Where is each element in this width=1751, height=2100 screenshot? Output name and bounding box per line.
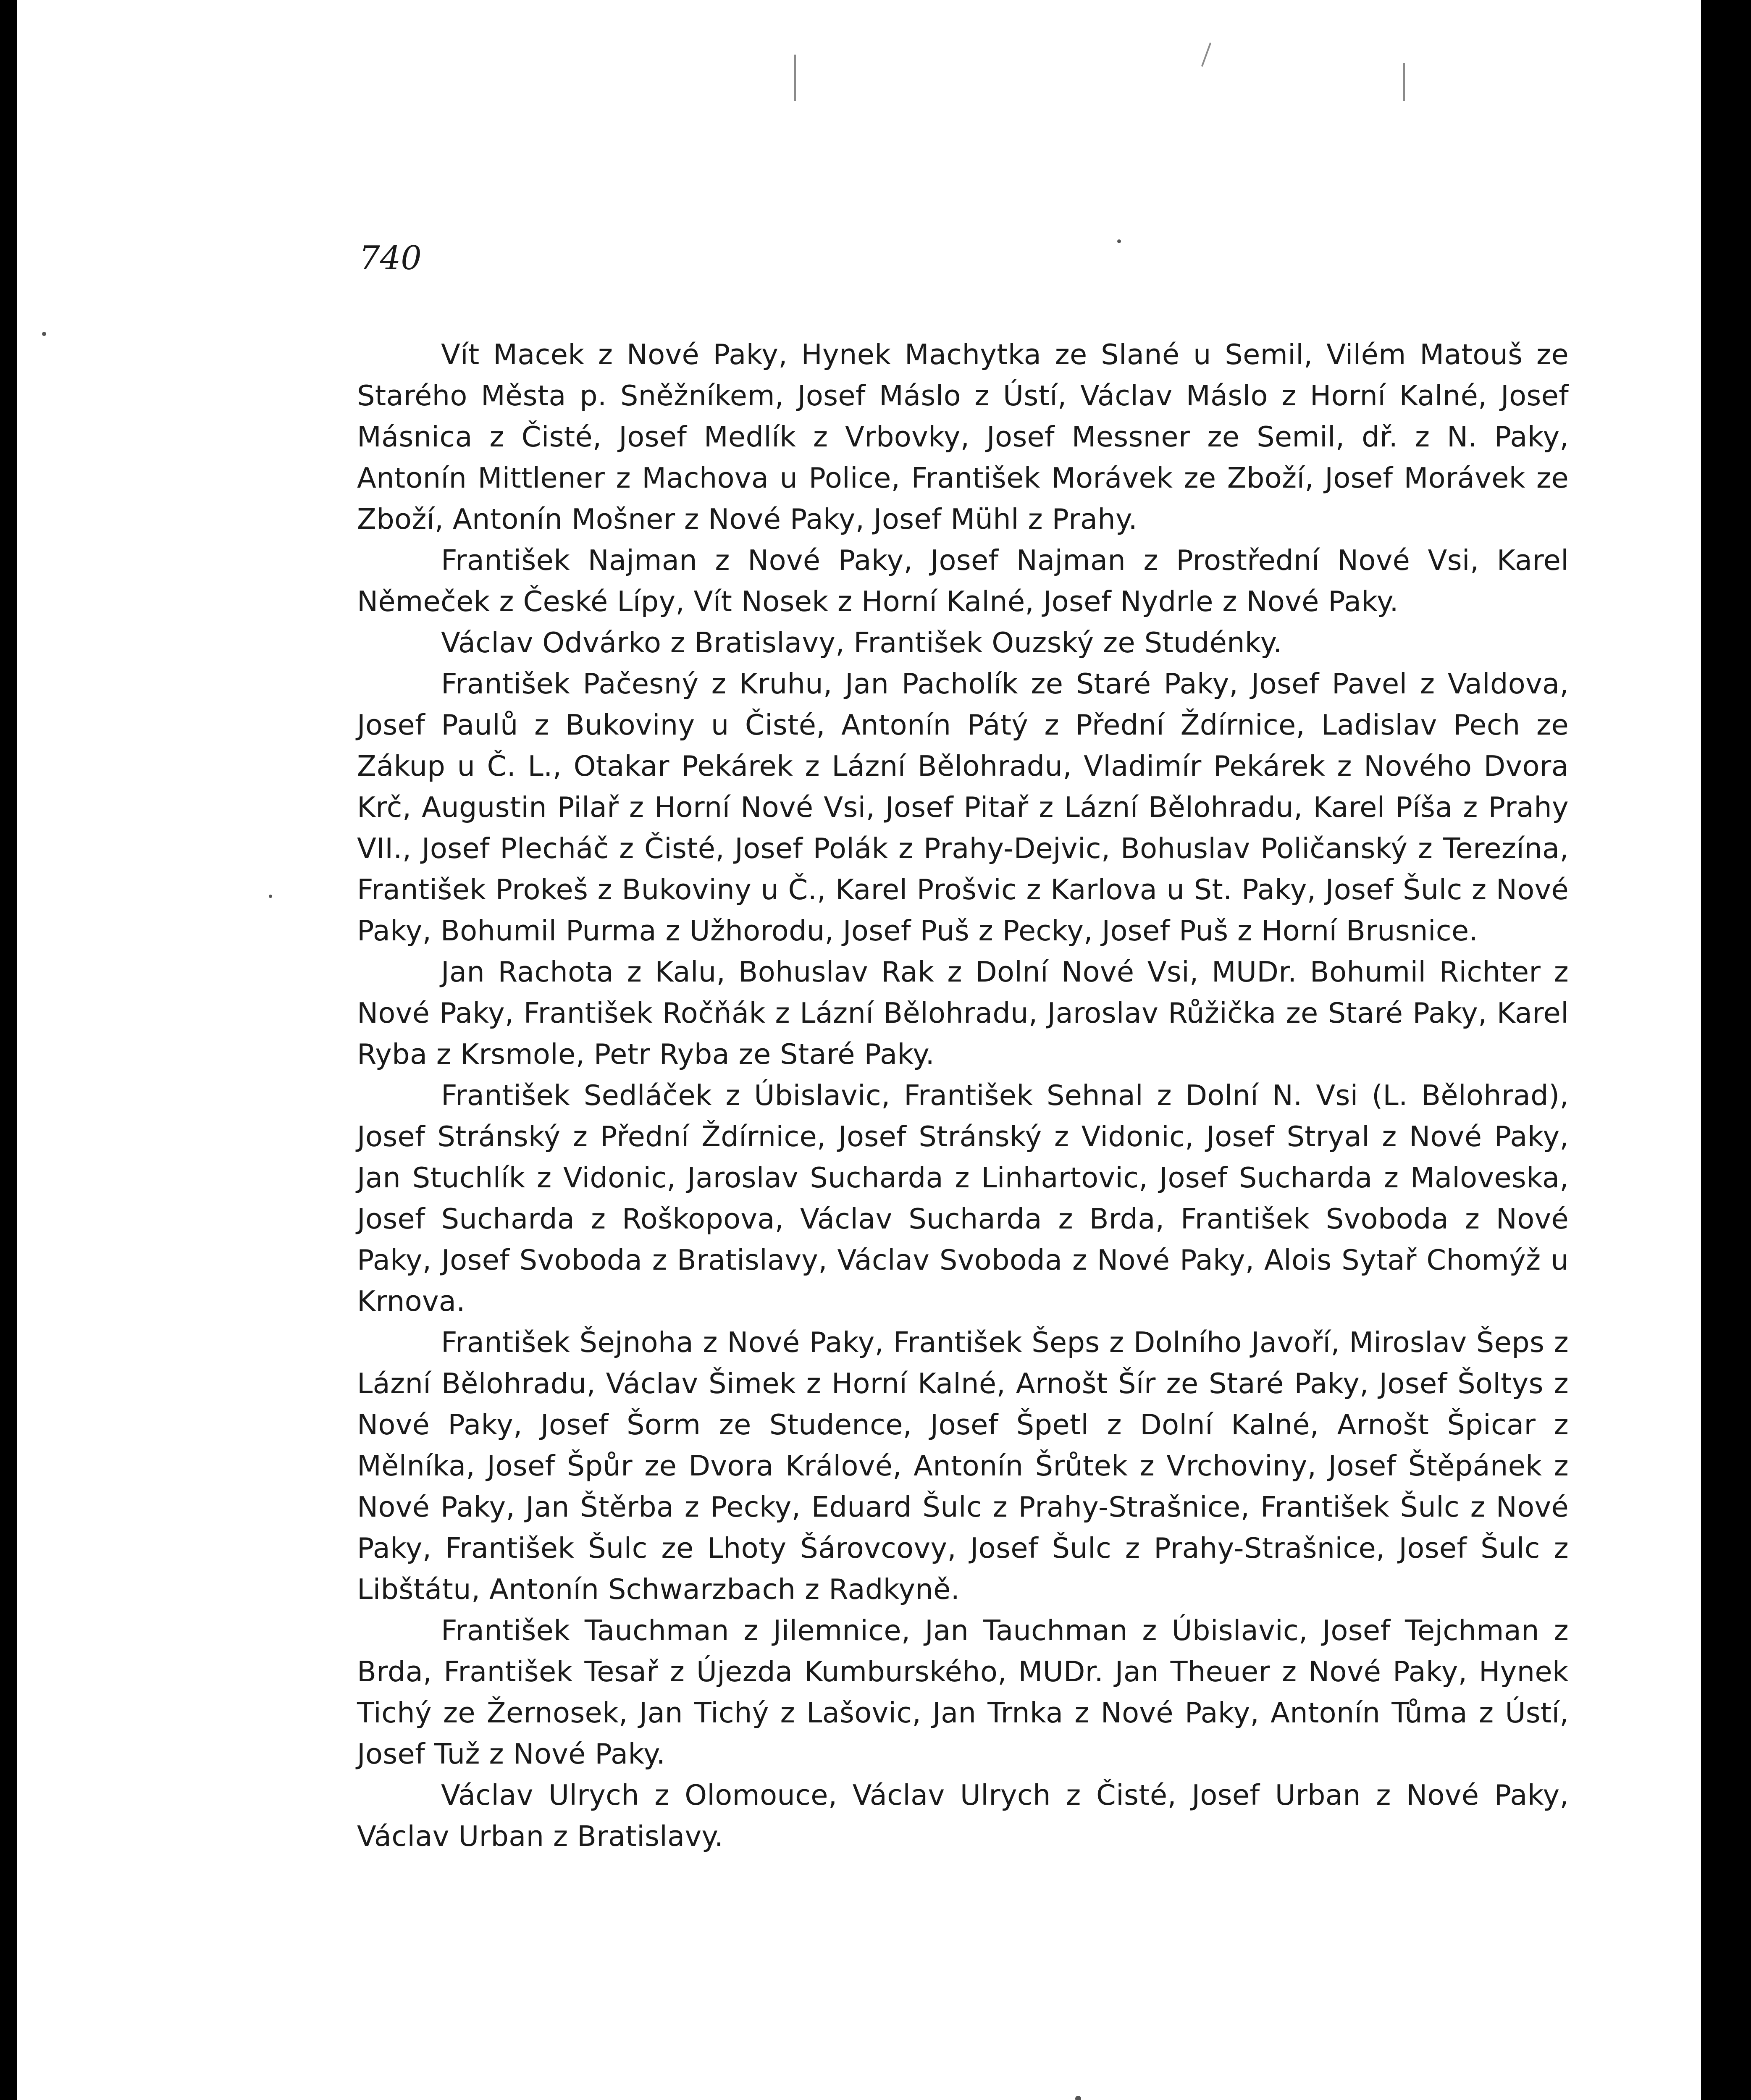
page-number: 740 [359,239,422,277]
name-list-text [357,334,1569,1857]
paragraph-o: Václav Odvárko z Bratislavy, František Ouzský ze Studénky. [441,626,1282,659]
scan-scratch [1403,63,1405,101]
paragraph-u: Václav Ulrych z Olomouce, Václav Ulrych z Čisté, Josef Urban z Nové Paky, Václav Urban z Bratislavy. [357,1779,1569,1853]
paragraph-t: František Tauchman z Jilemnice, Jan Tauchman z Úbislavic, Josef Tejchman z Brda, František Tesař z Újezda Kumburského, MUDr. Jan Theuer z Nové Paky, Hynek Tichý ze Žernosek, Jan Tichý z Lašovic, Jan Trnka z Nové Paky, Antonín Tůma z Ústí, Josef Tuž z Nové Paky. [357,1614,1569,1770]
paragraph-m: Vít Macek z Nové Paky, Hynek Machytka ze Slané u Semil, Vilém Matouš ze Starého Města p. Sněžníkem, Josef Máslo z Ústí, Václav Máslo z Horní Kalné, Josef Másnica z Čisté, Josef Medlík z Vrbovky, Josef Messner ze Semil, dř. z N. Paky, Antonín Mittlener z Machova u Police, František Morávek ze Zboží, Josef Morávek ze Zboží, Antonín Mošner z Nové Paky, Josef Mühl z Prahy. [357,338,1569,536]
paragraph-p: František Pačesný z Kruhu, Jan Pacholík ze Staré Paky, Josef Pavel z Valdova, Josef Paulů z Bukoviny u Čisté, Antonín Pátý z Přední Ždírnice, Ladislav Pech ze Zákup u Č. L., Otakar Pekárek z Lázní Bělohradu, Vladimír Pekárek z Nového Dvora Krč, Augustin Pilař z Horní Nové Vsi, Josef Pitař z Lázní Bělohradu, Karel Píša z Prahy VII., Josef Plecháč z Čisté, Josef Polák z Prahy-Dejvic, Bohuslav Poličanský z Terezína, František Prokeš z Bukoviny u Č., Karel Prošvic z Karlova u St. Paky, Josef Šulc z Nové Paky, Bohumil Purma z Užhorodu, Josef Puš z Pecky, Josef Puš z Horní Brusnice. [357,667,1569,947]
paragraph-sh: František Šejnoha z Nové Paky, František Šeps z Dolního Javoří, Miroslav Šeps z Lázní Bělohradu, Václav Šimek z Horní Kalné, Arnošt Šír ze Staré Paky, Josef Šoltys z Nové Paky, Josef Šorm ze Studence, Josef Špetl z Dolní Kalné, Arnošt Špicar z Mělníka, Josef Špůr ze Dvora Králové, Antonín Šrůtek z Vrchoviny, Josef Štěpánek z Nové Paky, Jan Štěrba z Pecky, Eduard Šulc z Prahy-Strašnice, František Šulc z Nové Paky, František Šulc ze Lhoty Šárovcovy, Josef Šulc z Prahy-Strašnice, Josef Šulc z Libštátu, Antonín Schwarzbach z Radkyně. [357,1326,1569,1606]
paragraph-r: Jan Rachota z Kalu, Bohuslav Rak z Dolní Nové Vsi, MUDr. Bohumil Richter z Nové Paky, František Ročňák z Lázní Bělohradu, Jaroslav Růžička ze Staré Paky, Karel Ryba z Krsmole, Petr Ryba ze Staré Paky. [357,956,1569,1071]
scan-scratch [1201,42,1211,67]
scan-speck [269,895,272,898]
paragraph-s: František Sedláček z Úbislavic, František Sehnal z Dolní N. Vsi (L. Bělohrad), Josef Stránský z Přední Ždírnice, Josef Stránský z Vidonic, Josef Stryal z Nové Paky, Jan Stuchlík z Vidonic, Jaroslav Sucharda z Linhartovic, Josef Sucharda z Maloveska, Josef Sucharda z Roškopova, Václav Sucharda z Brda, František Svoboda z Nové Paky, Josef Svoboda z Bratislavy, Václav Svoboda z Nové Paky, Alois Sytař Chomýž u Krnova. [357,1079,1569,1318]
book-page [17,0,1701,2100]
scan-scratch [794,55,796,101]
scan-speck [42,332,46,336]
scan-speck [1117,239,1121,243]
paragraph-n: František Najman z Nové Paky, Josef Najman z Prostřední Nové Vsi, Karel Němeček z České Lípy, Vít Nosek z Horní Kalné, Josef Nydrle z Nové Paky. [357,544,1569,618]
scan-speck [1075,2096,1081,2100]
scan-edge-border [1701,0,1751,2100]
